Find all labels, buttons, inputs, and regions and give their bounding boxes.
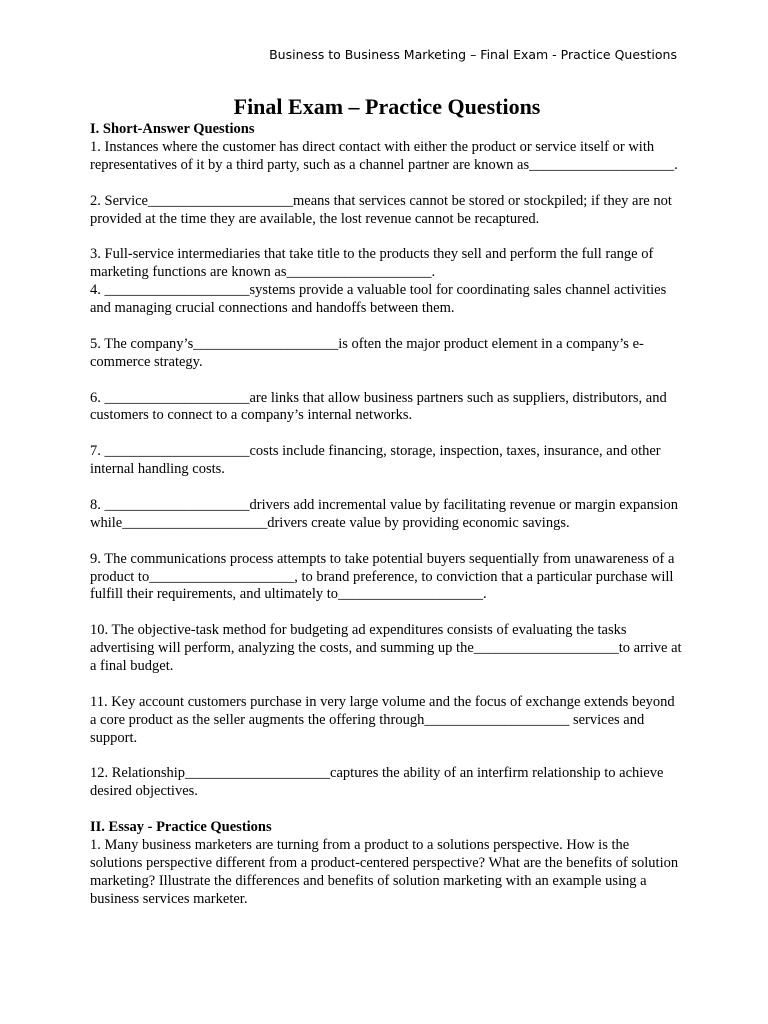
short-answer-question-12: 12. Relationship____________________captures the ability of an interfirm relationship to achieve desired objectives. [90, 765, 664, 800]
short-answer-question-7: 7. ____________________costs include financing, storage, inspection, taxes, insurance, and other internal handling costs. [90, 443, 661, 478]
short-answer-question-4: 4. ____________________systems provide a valuable tool for coordinating sales channel activities and managing crucial connections and handoffs between them. [90, 282, 667, 317]
short-answer-question-2: 2. Service____________________means that services cannot be stored or stockpiled; if they are not provided at the time they are available, the lost revenue cannot be recaptured. [90, 192, 672, 227]
short-answer-question-5: 5. The company’s____________________is often the major product element in a company’s e-commerce strategy. [90, 335, 644, 370]
short-answer-question-6: 6. ____________________are links that allow business partners such as suppliers, distributors, and customers to connect to a company’s internal networks. [90, 389, 667, 424]
short-answer-question-10: 10. The objective-task method for budgeting ad expenditures consists of evaluating the tasks advertising will perform, analyzing the costs, and summing up the____________________to arrive at a final budget. [90, 622, 682, 675]
short-answer-question-3: 3. Full-service intermediaries that take title to the products they sell and perform the full range of marketing functions are known as____________________. [90, 246, 654, 281]
essay-question-1: 1. Many business marketers are turning from a product to a solutions perspective. How is the solutions perspective different from a product-centered perspective? What are the benefits of solution marketing? Illustrate the differences and benefits of solution marketing with an example using a business services marketer. [90, 837, 679, 907]
section-heading-short-answer: I. Short-Answer Questions [90, 121, 255, 137]
running-header: Business to Business Marketing – Final Exam - Practice Questions [269, 47, 677, 62]
short-answer-question-11: 11. Key account customers purchase in very large volume and the focus of exchange extends beyond a core product as the seller augments the offering through____________________ services and support. [90, 693, 675, 746]
document-title: Final Exam – Practice Questions [233, 94, 541, 119]
short-answer-question-8: 8. ____________________drivers add incremental value by facilitating revenue or margin expansion while____________________drivers create value by providing economic savings. [90, 496, 679, 531]
short-answer-question-9: 9. The communications process attempts to take potential buyers sequentially from unawareness of a product to____________________, to brand preference, to conviction that a particular purchase will fulfill their requirements, and ultimately to____________________. [90, 550, 675, 603]
section-heading-essay: II. Essay - Practice Questions [90, 819, 272, 836]
document-body [90, 93, 684, 909]
short-answer-question-1: 1. Instances where the customer has direct contact with either the product or service itself or with representatives of it by a third party, such as a channel partner are known as____________________. [90, 138, 678, 173]
